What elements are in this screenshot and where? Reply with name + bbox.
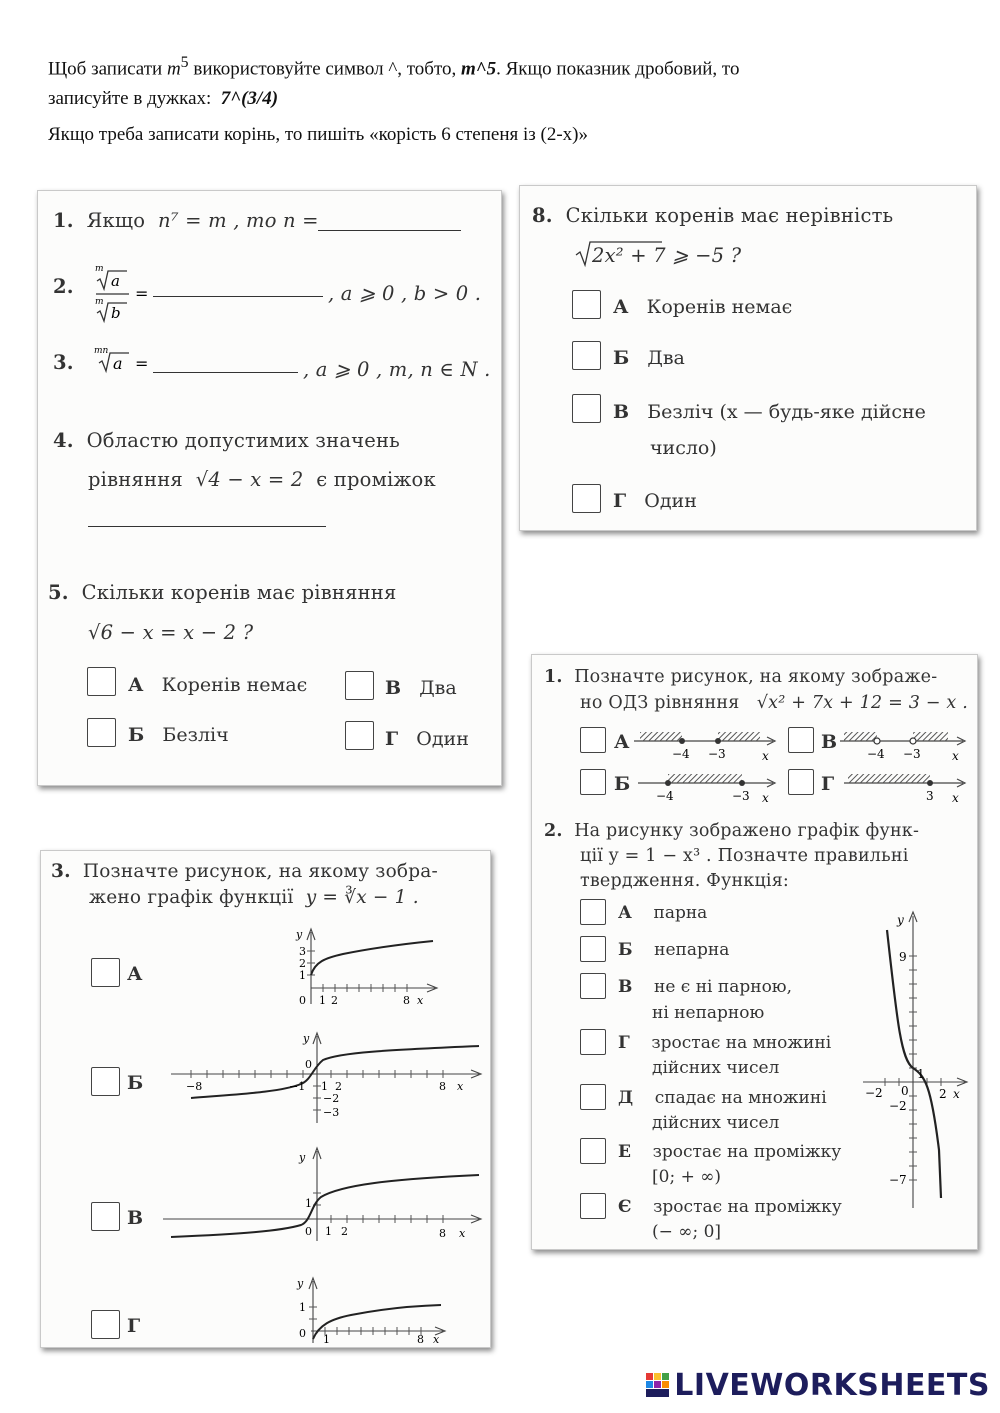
- option-fn-ye: Є зростає на проміжку: [618, 1197, 842, 1217]
- m-symbol: m: [166, 58, 181, 80]
- option-fn-a: А парна: [618, 903, 708, 923]
- graph-a-0: 0: [299, 994, 306, 1007]
- checkbox-fn-g[interactable]: [580, 1029, 606, 1055]
- question-odz-line2: но ОДЗ рівняння √x² + 7x + 12 = 3 − x .: [580, 693, 969, 713]
- graph-a-x2: 2: [331, 994, 338, 1007]
- option-fn-ye-line2: (− ∞; 0]: [652, 1222, 722, 1242]
- svg-text:=: =: [135, 354, 149, 373]
- checkbox-cbrt-v[interactable]: [91, 1202, 120, 1231]
- graph-a-2: 2: [299, 957, 306, 970]
- checkbox-q5-a[interactable]: [87, 667, 116, 696]
- option-q5-b: Б Безліч: [128, 724, 229, 746]
- question-function-props-line2: ції y = 1 − x³ . Позначте правильні: [580, 846, 909, 866]
- graph-v-x2: 2: [341, 1225, 348, 1238]
- graph-g-1: 1: [299, 1301, 306, 1314]
- option-cbrt-v-letter: В: [127, 1207, 144, 1229]
- graph-a-3: 3: [299, 945, 306, 958]
- option-odz-g-letter: Г: [821, 773, 835, 795]
- graph-b-y: y: [303, 1032, 310, 1045]
- checkbox-q5-v[interactable]: [345, 671, 374, 700]
- svg-text:a: a: [113, 354, 123, 373]
- svg-text:a: a: [111, 272, 120, 290]
- number-line-g: [836, 767, 970, 809]
- graph-v-y: y: [299, 1151, 306, 1164]
- checkbox-cbrt-g[interactable]: [91, 1310, 120, 1339]
- tick-b-m4: −4: [656, 789, 674, 803]
- option-cbrt-a-letter: А: [127, 963, 143, 985]
- graph-tick-m2: −2: [889, 1099, 907, 1113]
- question-4: 4. Областю допустимих значень: [53, 429, 400, 452]
- graph-b-x1: 1: [321, 1080, 328, 1093]
- option-fn-g: Г зростає на множині: [618, 1033, 832, 1053]
- checkbox-odz-v[interactable]: [788, 727, 814, 753]
- instruction-line-1: Щоб записати $m^5$ використовуйте символ ^, тобто, m^5. Якщо показник дробовий, то: [48, 54, 740, 80]
- tick-g-x: x: [952, 791, 959, 805]
- graph-g-x1: 1: [323, 1333, 330, 1345]
- tick-v-m4: −4: [867, 747, 885, 761]
- graph-x-label: x: [953, 1087, 960, 1101]
- option-q8-g: Г Один: [613, 490, 697, 512]
- checkbox-q5-b[interactable]: [87, 718, 116, 747]
- graph-v-x: x: [459, 1227, 466, 1240]
- graph-v-x1: 1: [325, 1225, 332, 1238]
- q3-condition: , a ⩾ 0 , m, n ∈ N .: [303, 358, 491, 381]
- graph-b-0: 0: [305, 1058, 312, 1071]
- logo-mark-icon: [646, 1371, 670, 1399]
- instructions: [48, 48, 948, 150]
- tick-b-x: x: [762, 791, 769, 805]
- graph-b-x8: 8: [439, 1080, 446, 1093]
- graph-option-a: [293, 926, 443, 1016]
- tick-a-x: x: [762, 749, 769, 763]
- answer-input-q4[interactable]: [88, 509, 326, 527]
- graph-tick-9: 9: [899, 950, 907, 964]
- graph-a-y: y: [296, 928, 303, 941]
- logo-text: LIVEWORKSHEETS: [674, 1367, 990, 1403]
- card-question-cube-root: [40, 850, 491, 1348]
- option-cbrt-g-letter: Г: [127, 1315, 141, 1337]
- question-cube-root: 3. Позначте рисунок, на якому зобра-: [51, 861, 438, 882]
- q2-condition: , a ⩾ 0 , b > 0 .: [328, 282, 482, 305]
- graph-g-x8: 8: [417, 1333, 424, 1345]
- graph-g-x: x: [433, 1333, 440, 1345]
- option-q5-a: А Коренів немає: [128, 674, 308, 696]
- option-fn-g-line2: дійсних чисел: [652, 1058, 780, 1078]
- tick-a-m3: −3: [708, 747, 726, 761]
- graph-g-0: 0: [299, 1327, 306, 1340]
- question-5-expr: √6 − x = x − 2 ?: [88, 621, 254, 644]
- svg-text:b: b: [111, 304, 121, 322]
- graph-tick-m7: −7: [889, 1173, 907, 1187]
- question-2: 2.: [53, 275, 74, 298]
- checkbox-fn-ye[interactable]: [580, 1193, 606, 1219]
- checkbox-q8-v[interactable]: [572, 394, 601, 423]
- option-fn-d-line2: дійсних чисел: [652, 1113, 780, 1133]
- question-8-expr: 2x² + 7 ⩾ −5 ?: [592, 244, 742, 267]
- graph-tick-0: 0: [901, 1084, 909, 1098]
- question-function-props-line3: твердження. Функція:: [580, 871, 790, 891]
- option-fn-b: Б непарна: [618, 940, 730, 960]
- answer-input-q1[interactable]: [318, 213, 461, 231]
- option-odz-v-letter: В: [821, 731, 838, 753]
- checkbox-fn-v[interactable]: [580, 973, 606, 999]
- number-line-b: [630, 767, 780, 809]
- question-function-props: 2. На рисунку зображено графік функ-: [544, 821, 920, 841]
- graph-option-v: [161, 1141, 486, 1251]
- graph-g-y: y: [297, 1277, 304, 1290]
- graph-v-1: 1: [305, 1197, 312, 1210]
- option-q8-b: Б Два: [613, 347, 685, 369]
- svg-text:m: m: [95, 264, 104, 274]
- graph-v-x8: 8: [439, 1227, 446, 1240]
- graph-option-b: [161, 1028, 486, 1128]
- option-q8-a: А Коренів немає: [613, 296, 793, 318]
- card-question-8: [519, 185, 977, 531]
- graph-b-xm8: −8: [186, 1080, 203, 1093]
- checkbox-fn-e[interactable]: [580, 1138, 606, 1164]
- liveworksheets-logo[interactable]: [646, 1365, 990, 1405]
- checkbox-odz-b[interactable]: [580, 769, 606, 795]
- graph-v-0: 0: [305, 1225, 312, 1238]
- tick-b-m3: −3: [732, 789, 750, 803]
- option-odz-a-letter: А: [614, 731, 630, 753]
- option-fn-e: Е зростає на проміжку: [618, 1142, 842, 1162]
- question-odz: 1. Позначте рисунок, на якому зображе-: [544, 667, 938, 687]
- question-3: 3.: [53, 351, 74, 374]
- checkbox-cbrt-a[interactable]: [91, 958, 120, 987]
- graph-b-ym2: −2: [323, 1092, 340, 1105]
- number-line-a: [630, 725, 780, 767]
- graph-b-x2: 2: [335, 1080, 342, 1093]
- question-cube-root-line2: жено графік функції y = ∛x − 1 .: [89, 887, 419, 908]
- option-fn-v-line2: ні непарною: [652, 1003, 765, 1023]
- svg-text:mn: mn: [94, 346, 109, 356]
- graph-b-ym3: −3: [323, 1106, 340, 1119]
- checkbox-q8-b[interactable]: [572, 341, 601, 370]
- checkbox-q8-a[interactable]: [572, 290, 601, 319]
- graph-y-label: y: [897, 913, 904, 927]
- question-1: 1. Якщо n⁷ = m , то n =: [53, 209, 319, 232]
- tick-a-m4: −4: [672, 747, 690, 761]
- checkbox-q5-g[interactable]: [345, 721, 374, 750]
- graph-a-x8: 8: [403, 994, 410, 1007]
- graph-b-xm1: −1: [289, 1080, 306, 1093]
- answer-input-q2[interactable]: [153, 279, 323, 297]
- graph-option-g: [291, 1275, 451, 1345]
- checkbox-q8-g[interactable]: [572, 484, 601, 513]
- graph-tick-xm2: −2: [865, 1086, 883, 1100]
- checkbox-odz-g[interactable]: [788, 769, 814, 795]
- root-mn-formula: [93, 341, 153, 375]
- option-q5-v: В Два: [385, 677, 457, 699]
- tick-g-3: 3: [926, 789, 934, 803]
- cubic-graph: [857, 910, 972, 1210]
- question-5: 5. Скільки коренів має рівняння: [48, 581, 397, 604]
- option-q8-v-line2: число): [650, 437, 717, 459]
- question-8: 8. Скільки коренів має нерівність: [532, 204, 894, 227]
- option-q8-v: В Безліч (x — будь-яке дійсне: [613, 401, 926, 423]
- checkbox-fn-a[interactable]: [580, 899, 606, 925]
- question-4-line-2: рівняння √4 − x = 2 є проміжок: [88, 468, 436, 491]
- checkbox-fn-b[interactable]: [580, 936, 606, 962]
- checkbox-cbrt-b[interactable]: [91, 1067, 120, 1096]
- graph-a-x1: 1: [319, 994, 326, 1007]
- svg-text:m: m: [95, 297, 104, 307]
- graph-b-x: x: [457, 1080, 464, 1093]
- card-questions-1-5: [37, 190, 502, 786]
- option-fn-v: В не є ні парною,: [618, 977, 793, 997]
- option-cbrt-b-letter: Б: [127, 1072, 144, 1094]
- checkbox-fn-d[interactable]: [580, 1084, 606, 1110]
- card-questions-odz-function: [531, 654, 978, 1250]
- tick-v-m3: −3: [903, 747, 921, 761]
- graph-tick-x2: 2: [939, 1087, 947, 1101]
- number-line-v: [836, 725, 970, 767]
- tick-v-x: x: [952, 749, 959, 763]
- instruction-line-3: Якщо треба записати корінь, то пишіть «корість 6 степеня із (2-х)»: [48, 124, 588, 146]
- root-fraction-formula: [93, 261, 153, 325]
- checkbox-odz-a[interactable]: [580, 727, 606, 753]
- graph-a-1: 1: [299, 969, 306, 982]
- answer-input-q3[interactable]: [153, 355, 298, 373]
- instruction-line-2: записуйте в дужках: 7^(3/4): [48, 88, 279, 110]
- option-q5-g: Г Один: [385, 728, 469, 750]
- option-fn-d: Д спадає на множині: [618, 1088, 827, 1108]
- graph-a-x: x: [417, 994, 424, 1007]
- option-odz-b-letter: Б: [614, 773, 631, 795]
- svg-text:=: =: [135, 284, 149, 303]
- graph-tick-1: 1: [917, 1067, 925, 1081]
- option-fn-e-line2: [0; + ∞): [652, 1167, 722, 1187]
